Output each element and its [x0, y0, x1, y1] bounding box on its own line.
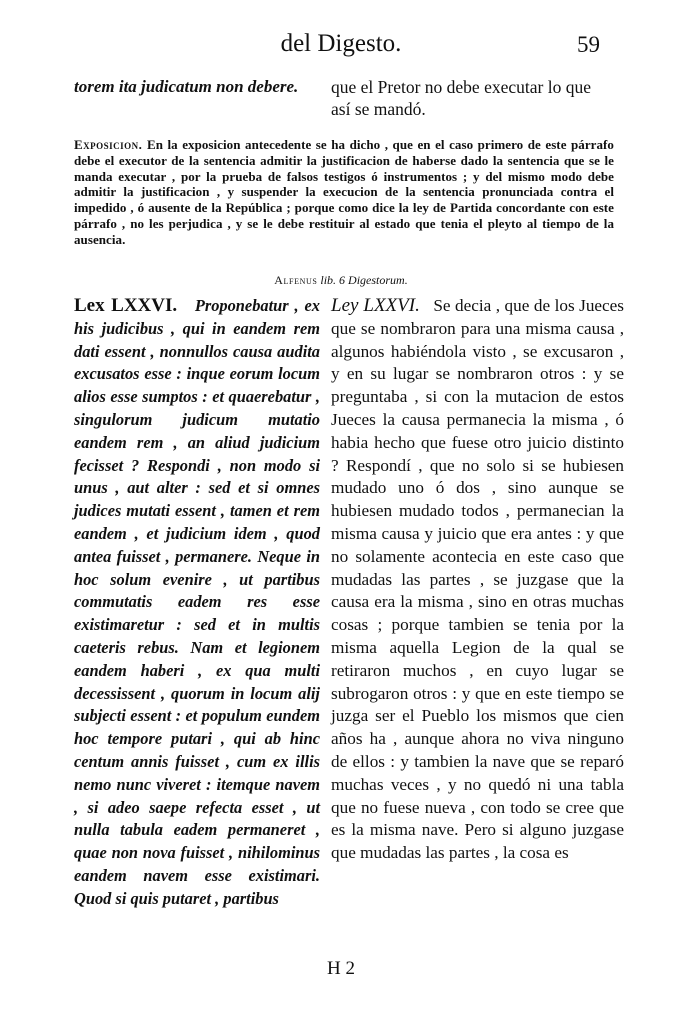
- latin-column: [74, 295, 320, 911]
- exposicion-label: Exposicion.: [74, 137, 143, 152]
- page-header: [0, 30, 682, 64]
- running-title: del Digesto.: [280, 30, 402, 57]
- spanish-column: [331, 295, 624, 865]
- latin-heading: Lex LXXVI.: [74, 295, 178, 316]
- page-number: 59: [577, 32, 600, 57]
- citation-author: Alfenus: [274, 273, 318, 287]
- latin-text: Proponebatur , ex his judicibus , qui in eandem rem dati essent , nonnullos causa audita excusatos esse : inque eorum locum alios esse sumptos : et quaerebatur , singulorum judicum mutatio eandem rem , an aliud judicium fecisset ? Respondi , non modo si unus , aut alter : sed et si omnes judices mutati essent , tamen et rem eandem , et judicium idem , quod antea fuisset , permanere. Neque in hoc solum evenire , ut partibus commutatis eadem res esse existimaretur : sed et in multis caeteris rebus. Nam et legionem eandem haberi , ex qua multi decessissent , quorum in locum alij subjecti essent : et populum eundem hoc tempore putari , qui ab hinc centum annis fuisset , cum ex illis nemo nunc viveret : itemque navem , si adeo saepe refecta esset , ut nulla tabula eadem permaneret , quae non nova fuisset , nihilominus eandem navem esse existimari. Quod si quis putaret , partibus: [74, 296, 320, 908]
- source-citation: [0, 273, 682, 288]
- spanish-text: Se decia , que de los Jueces que se nombraron para una misma causa , algunos habiéndola visto , se excusaron , y en su lugar se nombraron otros : y se preguntaba , si con la mutacion de estos Jueces la causa permanecia la misma , ó habia hecho que fuese otro juicio distinto ? Respondí , que no solo si se hubiesen mudado uno ó dos , sino aunque se hubiesen mudado todos , permanecian la misma causa y juicio que era antes : y que no solamente acontecia en este caso que mudadas las partes , se juzgase que la causa era la misma , sino en otras muchas cosas ; porque tambien se tenia por la misma aquella Legion de la qual se retiraron muchos , en cuyo lugar se subrogaron otros : y que en este tiempo se juzga ser el Pueblo los mismos que cien años ha , aunque ahora no viva ninguno de ellos : y tambien la nave que se reparó muchas veces , y no quedó ni una tabla que no fuese nueva , con todo se cree que es la misma nave. Pero si alguno juzgase que mudadas las partes , la cosa es: [331, 296, 624, 863]
- exposicion-paragraph: [74, 137, 614, 248]
- latin-continuation: torem ita judicatum non debere.: [74, 77, 299, 96]
- spanish-heading: Ley LXXVI.: [331, 295, 420, 316]
- exposicion-text: En la exposicion antecedente se ha dicho , que en el caso primero de este párrafo debe el executor de la sentencia admitir la justificacion de haberse dado la sentencia que se le manda executar , por la prueba de falsos testigos ó instrumentos ; y del mismo modo debe admitir la justificacion , y suspender la execucion de la sentencia pronunciada contra el impedido , ó ausente de la República ; porque como dice la ley de Partida concordante con este párrafo , no les perjudica , y se le debe restituir al estado que tenia el pleyto al tiempo de la ausencia.: [74, 137, 614, 247]
- spanish-continuation: que el Pretor no debe executar lo que así se mandó.: [331, 77, 591, 119]
- citation-work: lib. 6 Digestorum.: [320, 273, 408, 287]
- signature-mark: H 2: [327, 958, 355, 979]
